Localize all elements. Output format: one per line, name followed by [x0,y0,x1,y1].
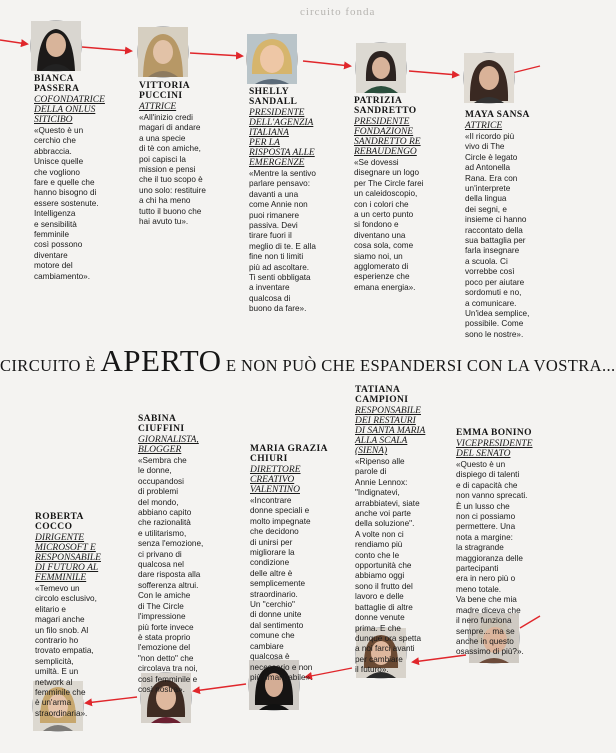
person-name: TATIANA CAMPIONI [355,385,409,405]
person-quote: «Mentre la sentivo parlare pensavo: davanti a una come Annie non puoi rimanere passiva. Devi tirare fuori il meglio di te. E alla fine non ti limiti più ad ascoltare. Ti senti obbligata a inventare qualcosa di buono da fare». [249,169,316,314]
person-role: PRESIDENTE FONDAZIONE SANDRETTO RE REBAUDENGO [354,117,421,157]
section-headline [0,343,616,379]
person-name: PATRIZIA SANDRETTO [354,96,417,116]
profile-roberta-cocco [35,512,130,719]
person-role: ATTRICE [139,102,177,112]
person-quote: «Temevo un circolo esclusivo, elitario e magari anche un filo snob. Al contrario ho trovato empatia, semplicità, umiltà. E un network al femminile che è un'arma straordinaria». [35,584,97,718]
person-role: DIRETTORE CREATIVO VALENTINO [250,465,301,495]
person-quote: «Sembra che le donne, occupandosi di problemi del mondo, abbiano capito che razionalità e utilitarismo, senza l'emozione, ci privano di qualcosa nel dare risposta alla sofferenza altrui. Con le amiche di The Circle l'impressione più forte invece è stata proprio l'emozione del "non detto" che circolava tra noi, così femminile e così nostra». [138,456,204,694]
headline-emphasis: APERTO [100,343,222,378]
person-name: MARIA GRAZIA CHIURI [250,444,328,464]
avatar-patrizia-sandretto [355,42,407,94]
connector-line [512,66,540,73]
person-role: DIRIGENTE MICROSOFT E RESPONSABILE DI FUTURO AL FEMMINILE [35,533,101,583]
person-name: EMMA BONINO [456,428,532,438]
headline-part-2: E NON PUÒ CHE ESPANDERSI CON LA VOSTRA... [221,356,616,375]
person-role: VICEPRESIDENTE DEL SENATO [456,439,533,459]
portrait-image [356,43,406,93]
profile-sabina-ciuffini [138,414,243,695]
connector-line [409,71,458,75]
person-name: BIANCA PASSERA [34,74,80,94]
person-role: COFONDATRICE DELLA ONLUS SITICIBO [34,95,105,125]
person-role: RESPONSABILE DEI RESTAURI DI SANTA MARIA ALLA SCALA (SIENA) [355,406,426,456]
avatar-maya-sansa [463,52,515,104]
profile-bianca-passera [34,74,129,282]
person-name: ROBERTA COCCO [35,512,84,532]
person-name: MAYA SANSA [465,110,530,120]
portrait-image [138,27,188,77]
person-name: SHELLY SANDALL [249,87,298,107]
connector-line [190,53,242,56]
portrait-image [247,34,297,84]
profile-emma-bonino [456,428,540,658]
avatar-bianca-passera [30,20,82,72]
profile-vittoria-puccini [139,81,244,227]
headline-part-1: CIRCUITO È [0,356,101,375]
profile-maya-sansa [465,110,540,340]
avatar-shelly-sandall [246,33,298,85]
person-name: VITTORIA PUCCINI [139,81,191,101]
profile-patrizia-sandretto [354,96,459,293]
portrait-image [464,53,514,103]
person-quote: «Ripenso alle parole di Annie Lennox: "Indignatevi, arrabbiatevi, siate anche voi parte della soluzione". A volte non ci rendiamo più conto che le opportunità che abbiamo oggi sono il frutto del lavoro e delle battaglie di altre donne venute prima. E che dunque ora spetta a noi farci avanti per cambiare il futuro». [355,457,422,675]
person-quote: «All'inizio credi magari di andare a una specie di tè con amiche, poi capisci la mission e pensi che il tuo scopo è uno solo: restituire a chi ha meno tutto il buono che hai avuto tu». [139,113,206,227]
person-quote: «Questo è un cerchio che abbraccia. Unisce quelle che vogliono fare e quelle che hanno bisogno di essere sostenute. Intelligenza e sensibilità femminile così possono diventare motore del cambiamento». [34,126,99,281]
avatar-vittoria-puccini [137,26,189,78]
person-quote: «Questo è un dispiego di talenti e di capacità che non vanno sprecati. È un lusso che non ci possiamo permettere. Una nota a margine: la stragrande maggioranza delle partecipanti era in nero più o meno totale. Va bene che mia madre diceva che il nero funziona sempre... ma se anche in questo osassimo di più?». [456,460,528,657]
person-quote: «Il ricordo più vivo di The Circle è legato ad Antonella Rana. Era con un'interprete della lingua dei segni, e insieme ci hanno raccontato della sua battaglia per farla insegnare a scuola. Ci vorrebbe così poco per aiutare sordomuti e no, a comunicare. Un'idea semplice, possibile. Come sono le nostre». [465,132,530,339]
person-role: GIORNALISTA, BLOGGER [138,435,199,455]
portrait-image [31,21,81,71]
profile-shelly-sandall [249,87,349,315]
profile-tatiana-campioni [355,385,460,676]
person-role: ATTRICE [465,121,503,131]
profile-maria-grazia-chiuri [250,444,350,683]
header-fragment: circuito fonda [300,6,376,18]
person-quote: «Incontrare donne speciali e molto impegnate che decidono di unirsi per migliorare la condizione delle altre è semplicemente straordinario. Un "cerchio" di donne unite dal sentimento comune che cambiare qualcosa è necessario e non più rimandabile». [250,496,313,682]
person-role: PRESIDENTE DELL'AGENZIA ITALIANA PER LA RISPOSTA ALLE EMERGENZE [249,108,315,168]
connector-line [303,61,350,66]
connector-line [0,40,27,44]
connector-line [82,47,131,51]
person-quote: «Se dovessi disegnare un logo per The Circle farei un caleidoscopio, con i colori che a un certo punto si fondono e diventano una cosa sola, come siamo noi, un agglomerato di esperienze che emana energia». [354,158,424,292]
person-name: SABINA CIUFFINI [138,414,185,434]
